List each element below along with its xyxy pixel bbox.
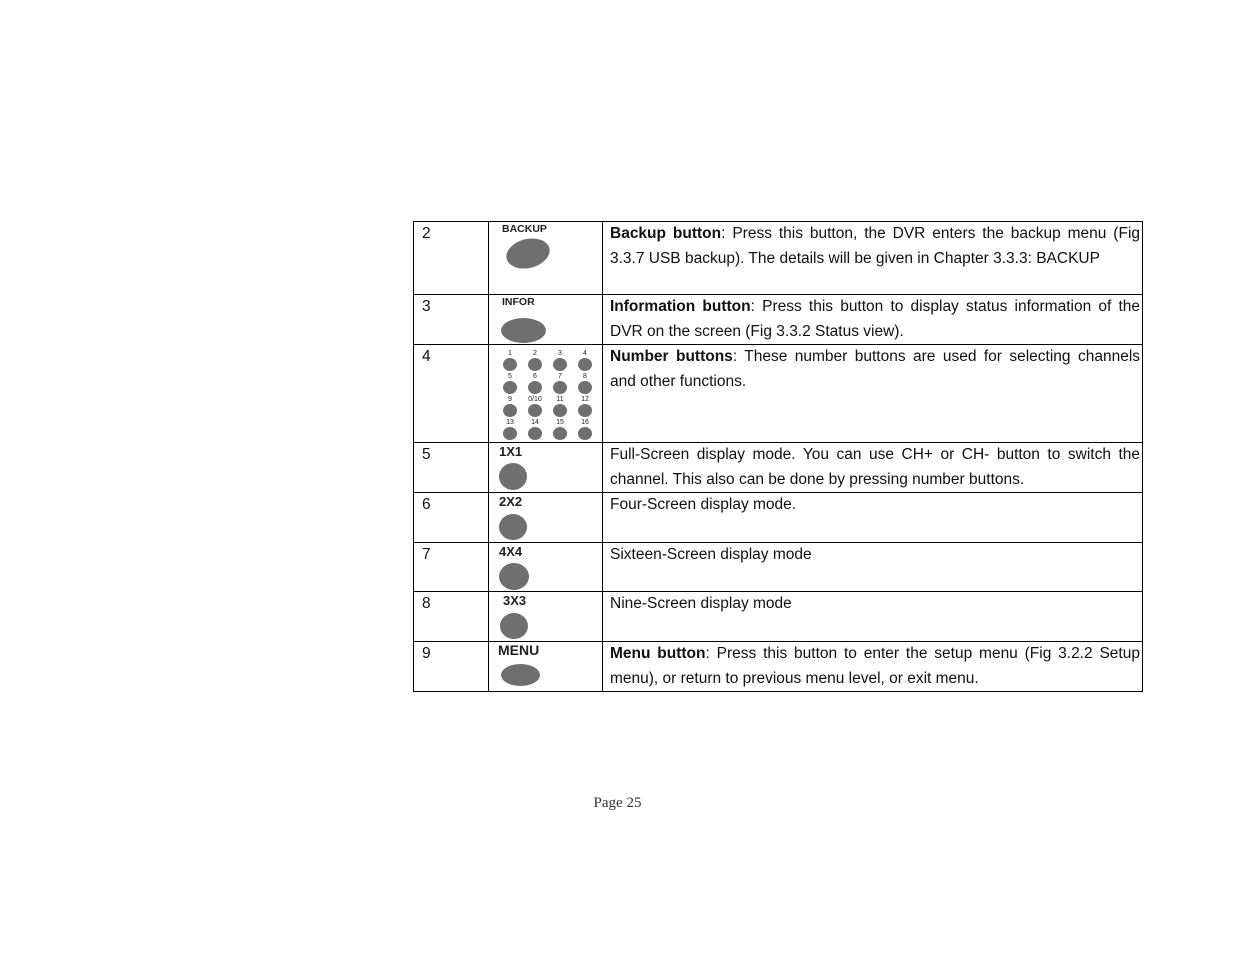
row-description — [603, 493, 1143, 543]
page-number: Page 25 — [593, 795, 642, 811]
button-description-table — [413, 221, 1143, 692]
description-text: Full-Screen display mode. You can use CH+ or CH- button to switch the channel. This also can be done by pressing number buttons. — [610, 446, 1140, 488]
description-text: : Press this button to display status information of the DVR on the screen (Fig 3.3.2 Status view). — [610, 298, 1141, 340]
quad-screen-button-icon — [489, 493, 603, 543]
number-key-dot-icon — [578, 358, 592, 371]
number-key-label: 6 — [533, 373, 537, 380]
row-number: 9 — [414, 642, 489, 692]
description-text: Nine-Screen display mode — [610, 595, 792, 612]
number-key — [498, 396, 522, 417]
number-key-dot-icon — [578, 427, 592, 440]
row-description — [603, 345, 1143, 443]
description-text: Sixteen-Screen display mode — [610, 546, 812, 563]
row-description — [603, 443, 1143, 493]
number-key — [523, 396, 547, 417]
nine-screen-button-icon — [489, 592, 603, 642]
icon-label: MENU — [498, 642, 540, 658]
sixteen-screen-button-icon — [489, 543, 603, 592]
number-key-label: 12 — [581, 396, 589, 403]
table-row — [414, 295, 1143, 345]
number-key-label: 13 — [506, 419, 514, 426]
number-key-label: 2 — [533, 350, 537, 357]
description-term: Menu button — [610, 645, 706, 662]
number-key-dot-icon — [503, 381, 517, 394]
row-description — [603, 592, 1143, 642]
row-number: 7 — [414, 543, 489, 592]
number-key-label: 15 — [556, 419, 564, 426]
row-number: 5 — [414, 443, 489, 493]
table-row — [414, 592, 1143, 642]
number-key — [498, 373, 522, 394]
description-text: : These number buttons are used for selecting channels and other functions. — [610, 348, 1141, 390]
table-row — [414, 443, 1143, 493]
number-key-dot-icon — [528, 381, 542, 394]
icon-label: 1X1 — [499, 444, 523, 459]
number-key-dot-icon — [553, 427, 567, 440]
number-key-label: 4 — [583, 350, 587, 357]
icon-label: 3X3 — [503, 593, 527, 608]
number-key-label: 14 — [531, 419, 539, 426]
number-key-dot-icon — [528, 358, 542, 371]
oval-button-icon — [499, 463, 527, 490]
number-key-dot-icon — [528, 404, 542, 417]
number-key-label: 8 — [583, 373, 587, 380]
icon-label: BACKUP — [502, 223, 547, 235]
number-key — [573, 373, 597, 394]
table-row — [414, 493, 1143, 543]
number-key — [573, 350, 597, 371]
number-key-dot-icon — [503, 427, 517, 440]
number-key — [573, 396, 597, 417]
row-number: 2 — [414, 222, 489, 295]
oval-button-icon — [501, 664, 540, 686]
table-row — [414, 345, 1143, 443]
number-key-label: 7 — [558, 373, 562, 380]
number-key-dot-icon — [578, 381, 592, 394]
description-term: Information button — [610, 298, 751, 315]
number-key-dot-icon — [578, 404, 592, 417]
oval-button-icon — [499, 514, 527, 540]
number-key-dot-icon — [528, 427, 542, 440]
number-key — [523, 373, 547, 394]
description-term: Number buttons — [610, 348, 733, 365]
number-key — [573, 419, 597, 440]
number-key — [498, 350, 522, 371]
number-key-label: 9 — [508, 396, 512, 403]
number-key — [548, 350, 572, 371]
single-screen-button-icon — [489, 443, 603, 493]
oval-button-icon — [500, 613, 528, 639]
information-button-icon — [489, 295, 603, 345]
number-key-dot-icon — [553, 404, 567, 417]
number-key — [498, 419, 522, 440]
table-row — [414, 222, 1143, 295]
number-key-label: 5 — [508, 373, 512, 380]
number-key — [548, 419, 572, 440]
row-number: 3 — [414, 295, 489, 345]
table-row — [414, 642, 1143, 692]
icon-label: INFOR — [502, 296, 535, 308]
icon-label: 4X4 — [499, 544, 523, 559]
number-key-dot-icon — [503, 358, 517, 371]
menu-button-icon — [489, 642, 603, 692]
backup-button-icon — [489, 222, 603, 295]
number-key-dot-icon — [553, 358, 567, 371]
number-key — [548, 396, 572, 417]
icon-label: 2X2 — [499, 494, 523, 509]
oval-button-icon — [499, 563, 529, 590]
number-key-dot-icon — [553, 381, 567, 394]
oval-button-icon — [503, 234, 553, 273]
number-key — [523, 350, 547, 371]
number-key — [548, 373, 572, 394]
row-number: 4 — [414, 345, 489, 443]
number-key-dot-icon — [503, 404, 517, 417]
number-key — [523, 419, 547, 440]
description-term: Backup button — [610, 225, 722, 242]
description-text: Four-Screen display mode. — [610, 496, 797, 513]
row-number: 6 — [414, 493, 489, 543]
oval-button-icon — [501, 318, 546, 343]
number-key-label: 3 — [558, 350, 562, 357]
number-key-label: 16 — [581, 419, 589, 426]
number-key-label: 1 — [508, 350, 512, 357]
table-row — [414, 543, 1143, 592]
number-keypad-icon — [489, 345, 603, 443]
row-description — [603, 222, 1143, 295]
row-description — [603, 543, 1143, 592]
description-text: : Press this button to enter the setup menu (Fig 3.2.2 Setup menu), or return to previous menu level, or exit menu. — [610, 645, 1140, 687]
row-description — [603, 295, 1143, 345]
number-key-label: 0/10 — [528, 396, 542, 403]
row-description — [603, 642, 1143, 692]
number-key-label: 11 — [556, 396, 564, 403]
row-number: 8 — [414, 592, 489, 642]
description-text: : Press this button, the DVR enters the backup menu (Fig 3.3.7 USB backup). The details will be given in Chapter 3.3.3: BACKUP — [610, 225, 1141, 267]
